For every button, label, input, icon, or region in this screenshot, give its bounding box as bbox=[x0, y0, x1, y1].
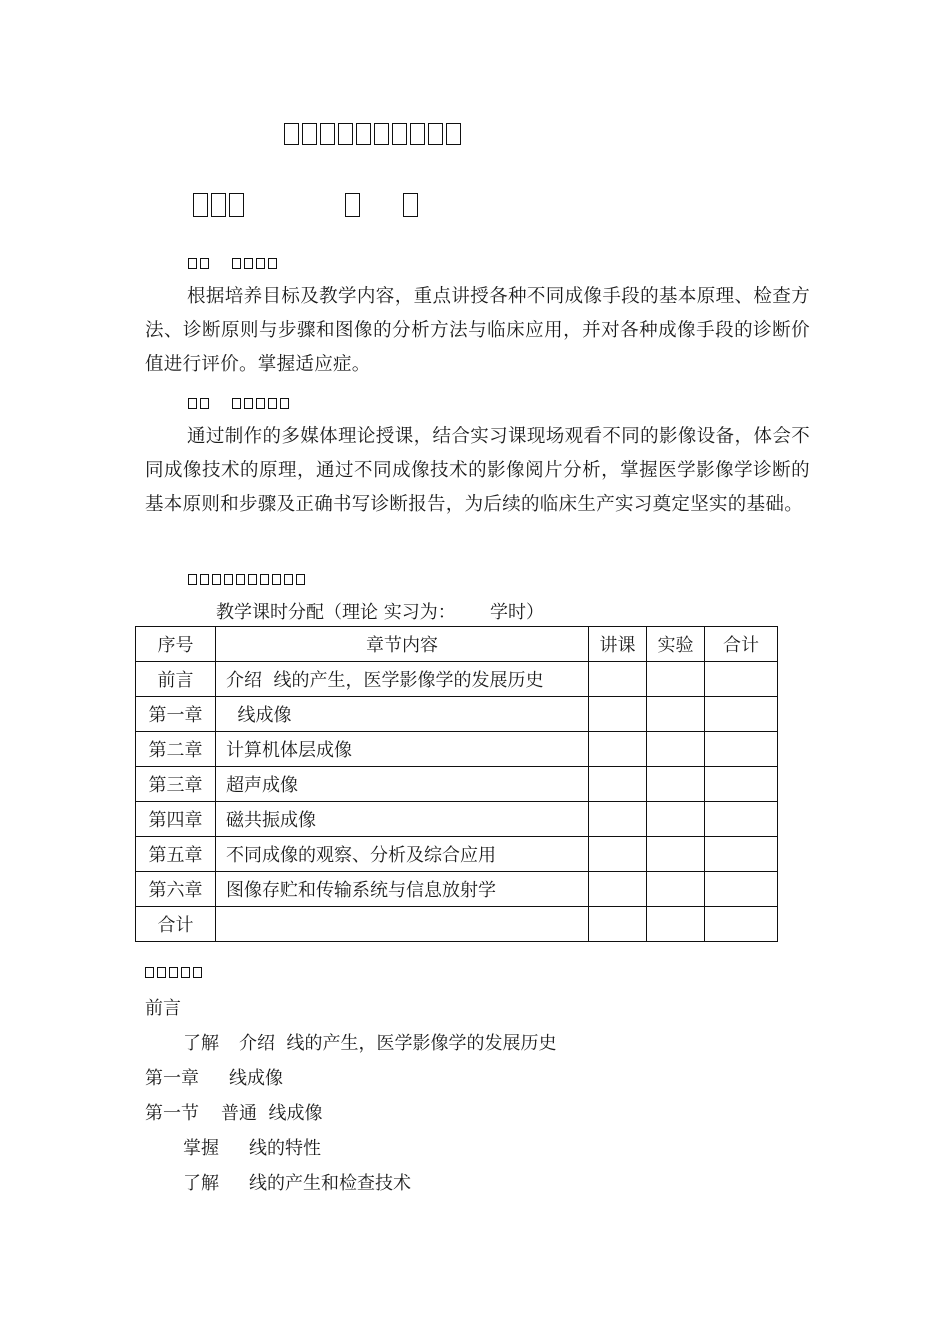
missing-glyph-box bbox=[169, 967, 178, 978]
doc-title bbox=[284, 123, 464, 145]
missing-glyph-box bbox=[200, 258, 209, 269]
missing-glyph-box bbox=[145, 967, 154, 978]
missing-glyph-box bbox=[200, 574, 209, 585]
missing-glyph-box bbox=[157, 967, 166, 978]
missing-glyph-box bbox=[374, 123, 389, 145]
row-index: 合计 bbox=[136, 907, 216, 942]
row-total bbox=[705, 802, 778, 837]
row-lab bbox=[647, 662, 705, 697]
row-index: 第一章 bbox=[136, 697, 216, 732]
row-content: 图像存贮和传输系统与信息放射学 bbox=[216, 872, 589, 907]
row-content: 线成像 bbox=[216, 697, 589, 732]
outline-section-1 bbox=[145, 1099, 322, 1125]
missing-glyph-box bbox=[320, 123, 335, 145]
row-content bbox=[216, 907, 589, 942]
row-lab bbox=[647, 767, 705, 802]
row-index: 第五章 bbox=[136, 837, 216, 872]
missing-glyph-box bbox=[181, 967, 190, 978]
table-row bbox=[136, 767, 778, 802]
missing-glyph-box bbox=[232, 258, 241, 269]
row-index: 第六章 bbox=[136, 872, 216, 907]
row-content: 不同成像的观察、分析及综合应用 bbox=[216, 837, 589, 872]
row-index: 第三章 bbox=[136, 767, 216, 802]
outline-chapter-1 bbox=[145, 1064, 283, 1090]
missing-glyph-box bbox=[193, 967, 202, 978]
table-row bbox=[136, 872, 778, 907]
section-heading-2 bbox=[188, 393, 292, 412]
section-heading-1 bbox=[188, 253, 280, 272]
row-lab bbox=[647, 697, 705, 732]
header-total: 合计 bbox=[705, 627, 778, 662]
paragraph-1: 根据培养目标及教学内容，重点讲授各种不同成像手段的基本原理、检查方法、诊断原则与步骤和图像的分析方法与临床应用，并对各种成像手段的诊断价值进行评价。掌握适应症。 bbox=[145, 286, 810, 375]
missing-glyph-box bbox=[256, 398, 265, 409]
row-lab bbox=[647, 872, 705, 907]
header-lecture: 讲课 bbox=[589, 627, 647, 662]
section-label: 第一节 bbox=[145, 1103, 199, 1124]
missing-glyph-box bbox=[188, 398, 197, 409]
chapter-title: 线成像 bbox=[229, 1068, 283, 1089]
outline-text: 线的特性 bbox=[249, 1138, 321, 1159]
row-content: 介绍 线的产生，医学影像学的发展历史 bbox=[216, 662, 589, 697]
missing-glyph-box bbox=[302, 123, 317, 145]
row-index: 第二章 bbox=[136, 732, 216, 767]
missing-glyph-box bbox=[410, 123, 425, 145]
table-row bbox=[136, 732, 778, 767]
outline-know bbox=[183, 1169, 411, 1195]
missing-glyph-box bbox=[248, 574, 257, 585]
header-index: 序号 bbox=[136, 627, 216, 662]
section-heading-4 bbox=[145, 962, 205, 981]
missing-glyph-box bbox=[211, 193, 226, 217]
row-lab bbox=[647, 837, 705, 872]
row-total bbox=[705, 662, 778, 697]
row-lecture bbox=[589, 697, 647, 732]
table-header-row bbox=[136, 627, 778, 662]
missing-glyph-box bbox=[284, 123, 299, 145]
table-row bbox=[136, 907, 778, 942]
outline-text: 介绍 线的产生，医学影像学的发展历史 bbox=[239, 1033, 557, 1054]
row-content: 磁共振成像 bbox=[216, 802, 589, 837]
outline-label: 了解 bbox=[183, 1173, 219, 1194]
missing-glyph-box bbox=[229, 193, 244, 217]
missing-glyph-box bbox=[212, 574, 221, 585]
row-total bbox=[705, 697, 778, 732]
missing-glyph-box bbox=[200, 398, 209, 409]
missing-glyph-box bbox=[272, 574, 281, 585]
section-title: 普通 线成像 bbox=[221, 1103, 323, 1124]
row-lecture bbox=[589, 802, 647, 837]
row-total bbox=[705, 907, 778, 942]
row-lecture bbox=[589, 732, 647, 767]
row-content: 超声成像 bbox=[216, 767, 589, 802]
missing-glyph-box bbox=[244, 398, 253, 409]
row-total bbox=[705, 732, 778, 767]
table-row bbox=[136, 697, 778, 732]
hours-table bbox=[135, 626, 778, 942]
missing-glyph-box bbox=[232, 398, 241, 409]
outline-label: 掌握 bbox=[183, 1138, 219, 1159]
outline-text: 线的产生和检查技术 bbox=[249, 1173, 411, 1194]
header-content: 章节内容 bbox=[216, 627, 589, 662]
missing-glyph-box bbox=[356, 123, 371, 145]
missing-glyph-box bbox=[236, 574, 245, 585]
row-total bbox=[705, 767, 778, 802]
row-lecture bbox=[589, 837, 647, 872]
doc-subtitle bbox=[193, 193, 421, 217]
missing-glyph-box bbox=[188, 574, 197, 585]
row-lab bbox=[647, 907, 705, 942]
row-lecture bbox=[589, 767, 647, 802]
table-row bbox=[136, 662, 778, 697]
outline-label: 了解 bbox=[183, 1033, 219, 1054]
table-caption: 教学课时分配（理论 实习为： 学时） bbox=[216, 602, 545, 623]
paragraph-2: 通过制作的多媒体理论授课，结合实习课现场观看不同的影像设备，体会不同成像技术的原理，通过不同成像技术的影像阅片分析，掌握医学影像学诊断的基本原则和步骤及正确书写诊断报告，为后续的临床生产实习奠定坚实的基础。 bbox=[145, 426, 810, 515]
row-lecture bbox=[589, 662, 647, 697]
missing-glyph-box bbox=[403, 193, 418, 217]
missing-glyph-box bbox=[428, 123, 443, 145]
missing-glyph-box bbox=[244, 258, 253, 269]
table-row bbox=[136, 837, 778, 872]
outline-preface-item bbox=[183, 1029, 556, 1055]
section-heading-3 bbox=[188, 569, 308, 588]
missing-glyph-box bbox=[345, 193, 360, 217]
chapter-label: 第一章 bbox=[145, 1068, 199, 1089]
row-total bbox=[705, 837, 778, 872]
row-lab bbox=[647, 802, 705, 837]
row-lab bbox=[647, 732, 705, 767]
missing-glyph-box bbox=[296, 574, 305, 585]
row-index: 前言 bbox=[136, 662, 216, 697]
missing-glyph-box bbox=[224, 574, 233, 585]
missing-glyph-box bbox=[284, 574, 293, 585]
row-total bbox=[705, 872, 778, 907]
table-row bbox=[136, 802, 778, 837]
missing-glyph-box bbox=[193, 193, 208, 217]
row-index: 第四章 bbox=[136, 802, 216, 837]
row-lecture bbox=[589, 872, 647, 907]
missing-glyph-box bbox=[268, 398, 277, 409]
row-lecture bbox=[589, 907, 647, 942]
missing-glyph-box bbox=[188, 258, 197, 269]
outline-preface: 前言 bbox=[145, 998, 181, 1019]
missing-glyph-box bbox=[446, 123, 461, 145]
missing-glyph-box bbox=[338, 123, 353, 145]
missing-glyph-box bbox=[260, 574, 269, 585]
missing-glyph-box bbox=[256, 258, 265, 269]
missing-glyph-box bbox=[392, 123, 407, 145]
missing-glyph-box bbox=[268, 258, 277, 269]
header-lab: 实验 bbox=[647, 627, 705, 662]
missing-glyph-box bbox=[280, 398, 289, 409]
row-content: 计算机体层成像 bbox=[216, 732, 589, 767]
outline-master bbox=[183, 1134, 321, 1160]
